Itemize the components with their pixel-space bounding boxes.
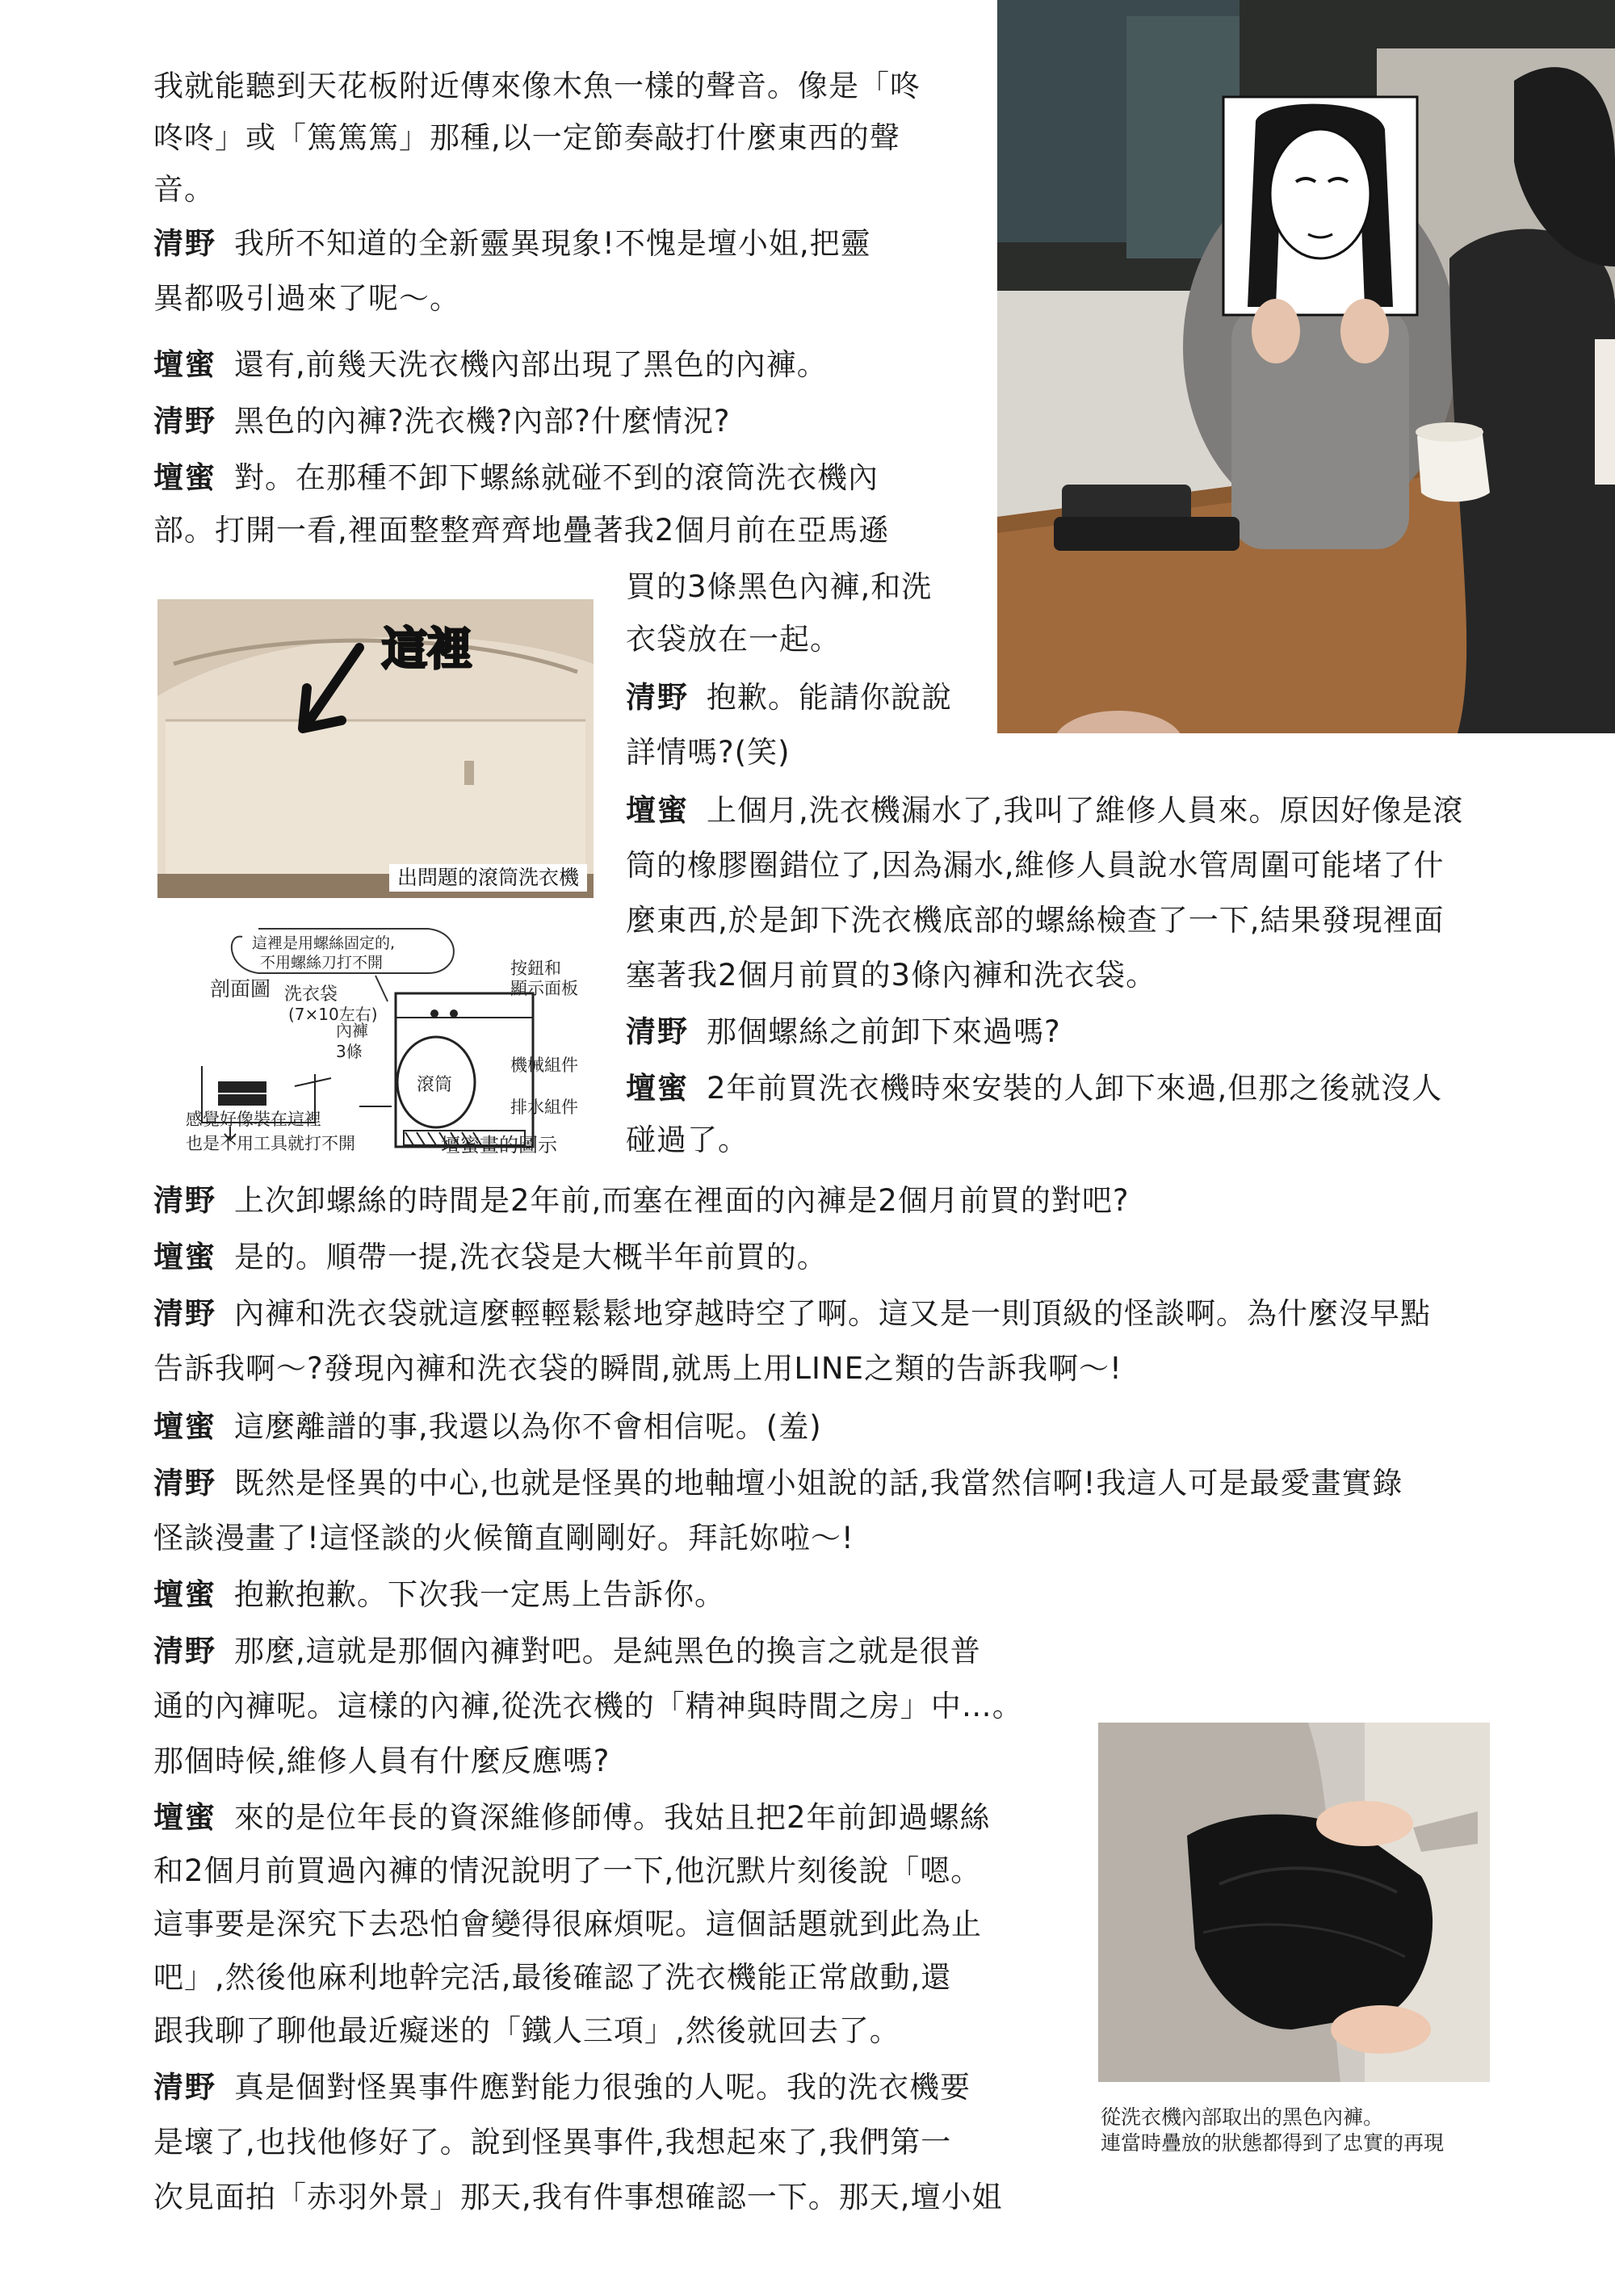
dialogue-text: 上次卸螺絲的時間是2年前,而塞在裡面的內褲是2個月前買的對吧? [234, 1183, 1130, 1218]
diagram-underwear-2: 3條 [336, 1042, 363, 1061]
washer-diagram [186, 913, 606, 1179]
diagram-note-bottom-2: 也是不用工具就打不開 [186, 1134, 355, 1153]
dialogue-p17-line1 [153, 1792, 991, 1844]
diagram-caption: 壇蜜畫的圖示 [441, 1134, 557, 1156]
dialogue-p5-line1 [153, 452, 879, 504]
dialogue-p5-line3: 買的3條黑色內褲,和洗 [626, 569, 933, 604]
diagram-section-label: 剖面圖 [210, 977, 271, 1001]
speaker-kiyono: 清野 [153, 404, 216, 439]
dialogue-text: 上個月,洗衣機漏水了,我叫了維修人員來。原因好像是滾 [707, 793, 1464, 828]
underwear-photo [1098, 1723, 1490, 2082]
speaker-danmitsu: 壇蜜 [153, 1577, 216, 1612]
dialogue-text: 還有,前幾天洗衣機內部出現了黑色的內褲。 [234, 347, 828, 382]
diagram-note-top-2: 不用螺絲刀打不開 [260, 954, 384, 972]
dialogue-p1-line1: 我就能聽到天花板附近傳來像木魚一樣的聲音。像是「咚 [153, 69, 921, 103]
dialogue-p14-line1 [153, 1458, 1403, 1509]
speaker-danmitsu: 壇蜜 [153, 460, 216, 495]
dialogue-p2-line2: 異都吸引過來了呢〜。 [153, 281, 460, 316]
diagram-size: (7×10左右) [288, 1005, 378, 1024]
speaker-kiyono: 清野 [153, 2070, 216, 2105]
speaker-kiyono: 清野 [626, 680, 689, 715]
speaker-danmitsu: 壇蜜 [153, 1240, 216, 1274]
dialogue-p1-line3: 音。 [153, 172, 215, 207]
dialogue-text: 是的。順帶一提,洗衣袋是大概半年前買的。 [234, 1240, 828, 1274]
speaker-kiyono: 清野 [153, 226, 216, 261]
dialogue-p5-line4: 衣袋放在一起。 [626, 622, 841, 657]
diagram-drum: 滾筒 [417, 1075, 453, 1095]
dialogue-p17-line5: 跟我聊了聊他最近癡迷的「鐵人三項」,然後就回去了。 [153, 2013, 900, 2048]
dialogue-p6-line2: 詳情嗎?(笑) [626, 735, 791, 770]
dialogue-p6-line1 [626, 672, 952, 724]
dialogue-p4-line1 [153, 396, 731, 447]
dialogue-p17-line2: 和2個月前買過內褲的情況說明了一下,他沉默片刻後說「嗯。 [153, 1853, 982, 1888]
washer-caption: 出問題的滾筒洗衣機 [389, 864, 587, 892]
dialogue-p16-line3: 那個時候,維修人員有什麼反應嗎? [153, 1744, 610, 1778]
dialogue-p11-line1 [153, 1232, 828, 1283]
washer-photo [157, 599, 594, 898]
dialogue-p8-line1 [626, 1006, 1061, 1058]
speaker-kiyono: 清野 [153, 1466, 216, 1501]
dialogue-p3-line1 [153, 339, 828, 391]
dialogue-p18-line3: 次見面拍「赤羽外景」那天,我有件事想確認一下。那天,壇小姐 [153, 2180, 1003, 2214]
dialogue-p9-line2: 碰過了。 [626, 1123, 749, 1157]
diagram-note-top-1: 這裡是用螺絲固定的, [252, 934, 396, 952]
speaker-kiyono: 清野 [153, 1296, 216, 1331]
dialogue-p18-line2: 是壞了,也找他修好了。說到怪異事件,我想起來了,我們第一 [153, 2125, 952, 2160]
dialogue-p15-line1 [153, 1569, 725, 1621]
dialogue-text: 既然是怪異的中心,也就是怪異的地軸壇小姐說的話,我當然信啊!我這人可是最愛畫實錄 [234, 1466, 1403, 1501]
diagram-note-bottom-1: 感覺好像裝在這裡 [186, 1110, 321, 1129]
dialogue-p2-line1 [153, 218, 871, 270]
underwear-caption-1: 從洗衣機內部取出的黑色內褲。 [1101, 2105, 1384, 2129]
dialogue-p9-line1 [626, 1063, 1442, 1114]
diagram-drain: 排水組件 [510, 1098, 578, 1117]
washer-photo-art [157, 599, 594, 898]
interview-photo-art [997, 0, 1615, 733]
dialogue-text: 2年前買洗衣機時來安裝的人卸下來過,但那之後就沒人 [707, 1071, 1443, 1106]
underwear-caption-2: 連當時疊放的狀態都得到了忠實的再現 [1101, 2131, 1445, 2155]
underwear-photo-art [1098, 1723, 1490, 2082]
dialogue-p18-line1 [153, 2062, 971, 2113]
speaker-danmitsu: 壇蜜 [153, 347, 216, 382]
dialogue-p7-line2: 筒的橡膠圈錯位了,因為漏水,維修人員說水管周圍可能堵了什 [626, 848, 1445, 883]
dialogue-p7-line4: 塞著我2個月前買的3條內褲和洗衣袋。 [626, 958, 1157, 993]
diagram-underwear-1: 內褲 [336, 1021, 368, 1040]
interview-photo [997, 0, 1615, 733]
dialogue-p5-line2: 部。打開一看,裡面整整齊齊地疊著我2個月前在亞馬遜 [153, 513, 890, 548]
dialogue-p17-line3: 這事要是深究下去恐怕會變得很麻煩呢。這個話題就到此為止 [153, 1907, 982, 1941]
diagram-mechanical: 機械組件 [510, 1056, 578, 1075]
dialogue-text: 那個螺絲之前卸下來過嗎? [707, 1014, 1061, 1049]
diagram-button-1: 按鈕和 [510, 959, 561, 978]
speaker-danmitsu: 壇蜜 [626, 1071, 689, 1106]
speaker-danmitsu: 壇蜜 [153, 1800, 216, 1835]
dialogue-text: 我所不知道的全新靈異現象!不愧是壇小姐,把靈 [234, 226, 871, 261]
dialogue-text: 那麼,這就是那個內褲對吧。是純黑色的換言之就是很普 [234, 1634, 981, 1668]
dialogue-text: 黑色的內褲?洗衣機?內部?什麼情況? [234, 404, 731, 439]
dialogue-text: 抱歉抱歉。下次我一定馬上告訴你。 [234, 1577, 725, 1612]
dialogue-p12-line1 [153, 1288, 1431, 1340]
dialogue-text: 對。在那種不卸下螺絲就碰不到的滾筒洗衣機內 [234, 460, 879, 495]
dialogue-text: 來的是位年長的資深維修師傅。我姑且把2年前卸過螺絲 [234, 1800, 991, 1835]
diagram-laundry-bag: 洗衣袋 [284, 984, 338, 1005]
speaker-danmitsu: 壇蜜 [626, 793, 689, 828]
dialogue-p7-line3: 麼東西,於是卸下洗衣機底部的螺絲檢查了一下,結果發現裡面 [626, 903, 1445, 938]
dialogue-p16-line2: 通的內褲呢。這樣的內褲,從洗衣機的「精神與時間之房」中…。 [153, 1689, 1023, 1723]
diagram-button-2: 顯示面板 [510, 979, 578, 998]
washer-here-label: 這裡 [382, 623, 472, 676]
speaker-danmitsu: 壇蜜 [153, 1409, 216, 1444]
dialogue-p1-line2: 咚咚」或「篤篤篤」那種,以一定節奏敲打什麼東西的聲 [153, 120, 900, 155]
dialogue-p12-line2: 告訴我啊〜?發現內褲和洗衣袋的瞬間,就馬上用LINE之類的告訴我啊〜! [153, 1351, 1122, 1386]
dialogue-text: 這麼離譜的事,我還以為你不會相信呢。(羞) [234, 1409, 822, 1444]
dialogue-p14-line2: 怪談漫畫了!這怪談的火候簡直剛剛好。拜託妳啦〜! [153, 1521, 854, 1555]
speaker-kiyono: 清野 [153, 1183, 216, 1218]
dialogue-p13-line1 [153, 1401, 822, 1453]
dialogue-text: 真是個對怪異事件應對能力很強的人呢。我的洗衣機要 [234, 2070, 971, 2105]
dialogue-p7-line1 [626, 785, 1464, 837]
speaker-kiyono: 清野 [153, 1634, 216, 1668]
dialogue-text: 內褲和洗衣袋就這麼輕輕鬆鬆地穿越時空了啊。這又是一則頂級的怪談啊。為什麼沒早點 [234, 1296, 1431, 1331]
dialogue-p16-line1 [153, 1626, 981, 1677]
speaker-kiyono: 清野 [626, 1014, 689, 1049]
dialogue-p10-line1 [153, 1175, 1129, 1227]
dialogue-p17-line4: 吧」,然後他麻利地幹完活,最後確認了洗衣機能正常啟動,還 [153, 1960, 952, 1995]
dialogue-text: 抱歉。能請你說說 [707, 680, 952, 715]
